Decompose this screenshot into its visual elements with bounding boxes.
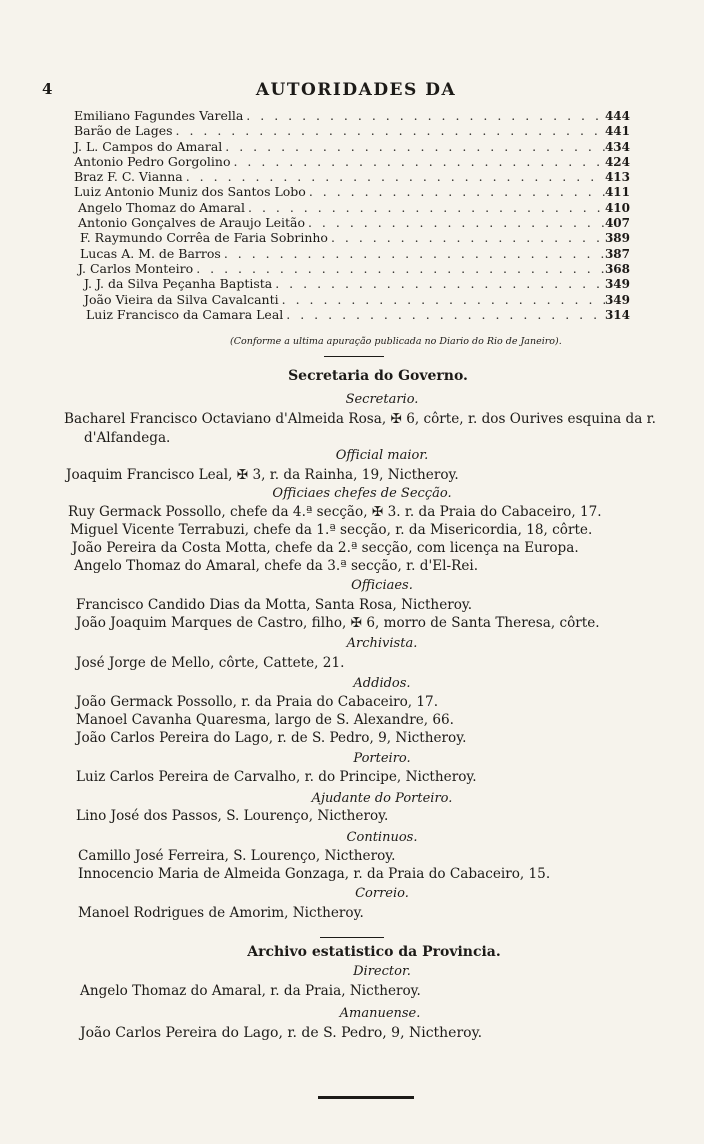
entry-porteiro: Luiz Carlos Pereira de Carvalho, r. do Principe, Nictheroy. (76, 769, 477, 785)
role-label-officiaes: Officiaes. (351, 578, 413, 593)
vote-row (74, 261, 630, 276)
vote-count: 314 (604, 307, 630, 322)
vote-row (74, 139, 630, 154)
vote-name: Luiz Francisco da Camara Leal (86, 306, 284, 322)
role-label-secretario: Secretario. (345, 392, 419, 407)
section-title-archivo: Archivo estatistico da Provincia. (247, 944, 501, 960)
entry-chefe: Ruy Germack Possollo, chefe da 4.ª secção, ✠ 3. r. da Praia do Cabaceiro, 17. (68, 504, 602, 520)
dot-leader (305, 215, 605, 230)
dot-leader (183, 169, 605, 184)
vote-name: F. Raymundo Corrêa de Faria Sobrinho (80, 230, 328, 246)
vote-row (74, 276, 630, 291)
dot-leader (222, 139, 605, 154)
vote-count: 387 (604, 246, 630, 261)
vote-count: 413 (604, 170, 630, 185)
divider-rule (320, 937, 384, 938)
vote-row (74, 169, 630, 184)
role-label-correio: Correio. (355, 886, 409, 901)
entry-chefe: Miguel Vicente Terrabuzi, chefe da 1.ª secção, r. da Misericordia, 18, côrte. (70, 522, 593, 538)
vote-count: 349 (604, 277, 630, 292)
vote-name: Barão de Lages (74, 123, 173, 139)
page-header (36, 80, 676, 104)
vote-row (74, 184, 630, 199)
vote-count: 410 (604, 200, 630, 215)
entry-chefe: Angelo Thomaz do Amaral, chefe da 3.ª secção, r. d'El-Rei. (74, 558, 479, 574)
vote-count: 411 (604, 185, 630, 200)
vote-count: 444 (604, 109, 630, 123)
section-title-secretaria: Secretaria do Governo. (288, 368, 468, 384)
vote-row (74, 292, 630, 307)
entry-archivista: José Jorge de Mello, côrte, Cattete, 21. (76, 655, 345, 671)
vote-name: Lucas A. M. de Barros (80, 245, 221, 261)
vote-name: J. J. da Silva Peçanha Baptista (84, 276, 273, 292)
entry-director: Angelo Thomaz do Amaral, r. da Praia, Nictheroy. (80, 983, 421, 999)
entry-official-maior: Joaquim Francisco Leal, ✠ 3, r. da Rainha, 19, Nictheroy. (66, 467, 459, 483)
vote-count: 434 (604, 139, 630, 154)
entry-continuo: Camillo José Ferreira, S. Lourenço, Nictheroy. (78, 848, 396, 864)
dot-leader (230, 154, 604, 169)
vote-row (74, 200, 630, 215)
vote-row (74, 230, 630, 245)
dot-leader (245, 200, 605, 215)
entry-official: Francisco Candido Dias da Motta, Santa Rosa, Nictheroy. (76, 597, 473, 613)
entry-amanuense: João Carlos Pereira do Lago, r. de S. Pedro, 9, Nictheroy. (80, 1025, 483, 1041)
role-label-porteiro: Porteiro. (353, 751, 411, 766)
running-title: AUTORIDADES DA (255, 80, 457, 100)
vote-name: João Vieira da Silva Cavalcanti (84, 291, 279, 307)
vote-name: Angelo Thomaz do Amaral (78, 199, 246, 215)
vote-row (74, 215, 630, 230)
vote-name: J. L. Campos do Amaral (74, 138, 223, 154)
dot-leader (279, 292, 605, 307)
vote-name: J. Carlos Monteiro (78, 260, 194, 276)
vote-row (74, 246, 630, 261)
role-label-archivista: Archivista. (346, 636, 418, 651)
entry-secretario: Bacharel Francisco Octaviano d'Almeida Rosa, ✠ 6, côrte, r. dos Ourives esquina da r. d'Alfandega. (64, 411, 656, 446)
vote-count: 349 (604, 292, 630, 307)
role-label-amanuense: Amanuense. (339, 1006, 421, 1021)
dot-leader (283, 307, 605, 322)
entry-official: João Joaquim Marques de Castro, filho, ✠ 6, morro de Santa Theresa, côrte. (76, 615, 600, 631)
vote-count: 368 (604, 261, 630, 276)
entry-addido: João Carlos Pereira do Lago, r. de S. Pedro, 9, Nictheroy. (76, 730, 467, 746)
vote-row (74, 307, 630, 322)
vote-name: Antonio Gonçalves de Araujo Leitão (78, 215, 305, 231)
dot-leader (306, 184, 605, 199)
vote-name: Luiz Antonio Muniz dos Santos Lobo (74, 184, 306, 200)
entry-addido: Manoel Cavanha Quaresma, largo de S. Alexandre, 66. (76, 712, 454, 728)
role-label-ajudante: Ajudante do Porteiro. (311, 791, 453, 806)
vote-name: Braz F. C. Vianna (74, 169, 183, 185)
vote-row (74, 108, 630, 123)
end-rule (318, 1096, 414, 1099)
vote-name: Emiliano Fagundes Varella (74, 108, 244, 123)
entry-correio: Manoel Rodrigues de Amorim, Nictheroy. (78, 905, 364, 921)
page-number: 4 (42, 80, 53, 98)
entry-ajudante: Lino José dos Passos, S. Lourenço, Nictheroy. (76, 808, 389, 824)
vote-row (74, 123, 630, 138)
dot-leader (221, 246, 605, 261)
vote-name: Antonio Pedro Gorgolino (74, 153, 231, 169)
role-label-continuos: Continuos. (346, 830, 418, 845)
election-results-list (74, 108, 630, 322)
entry-chefe: João Pereira da Costa Motta, chefe da 2.ª secção, com licença na Europa. (72, 540, 579, 556)
role-label-official-maior: Official maior. (335, 448, 429, 463)
entry-addido: João Germack Possollo, r. da Praia do Cabaceiro, 17. (76, 694, 439, 710)
vote-count: 441 (604, 124, 630, 139)
vote-count: 389 (604, 231, 630, 246)
vote-row (74, 154, 630, 169)
entry-continuo: Innocencio Maria de Almeida Gonzaga, r. da Praia do Cabaceiro, 15. (78, 866, 551, 882)
dot-leader (173, 123, 605, 138)
dot-leader (328, 230, 605, 245)
role-label-chefes: Officiaes chefes de Secção. (272, 486, 452, 501)
dot-leader (243, 108, 605, 123)
role-label-director: Director. (353, 964, 411, 979)
source-note: (Conforme a ultima apuração publicada no Diario do Rio de Janeiro). (230, 336, 562, 347)
vote-count: 424 (604, 154, 630, 169)
divider-rule (324, 356, 384, 357)
vote-count: 407 (604, 216, 630, 231)
dot-leader (272, 276, 605, 291)
role-label-addidos: Addidos. (353, 676, 411, 691)
dot-leader (193, 261, 605, 276)
